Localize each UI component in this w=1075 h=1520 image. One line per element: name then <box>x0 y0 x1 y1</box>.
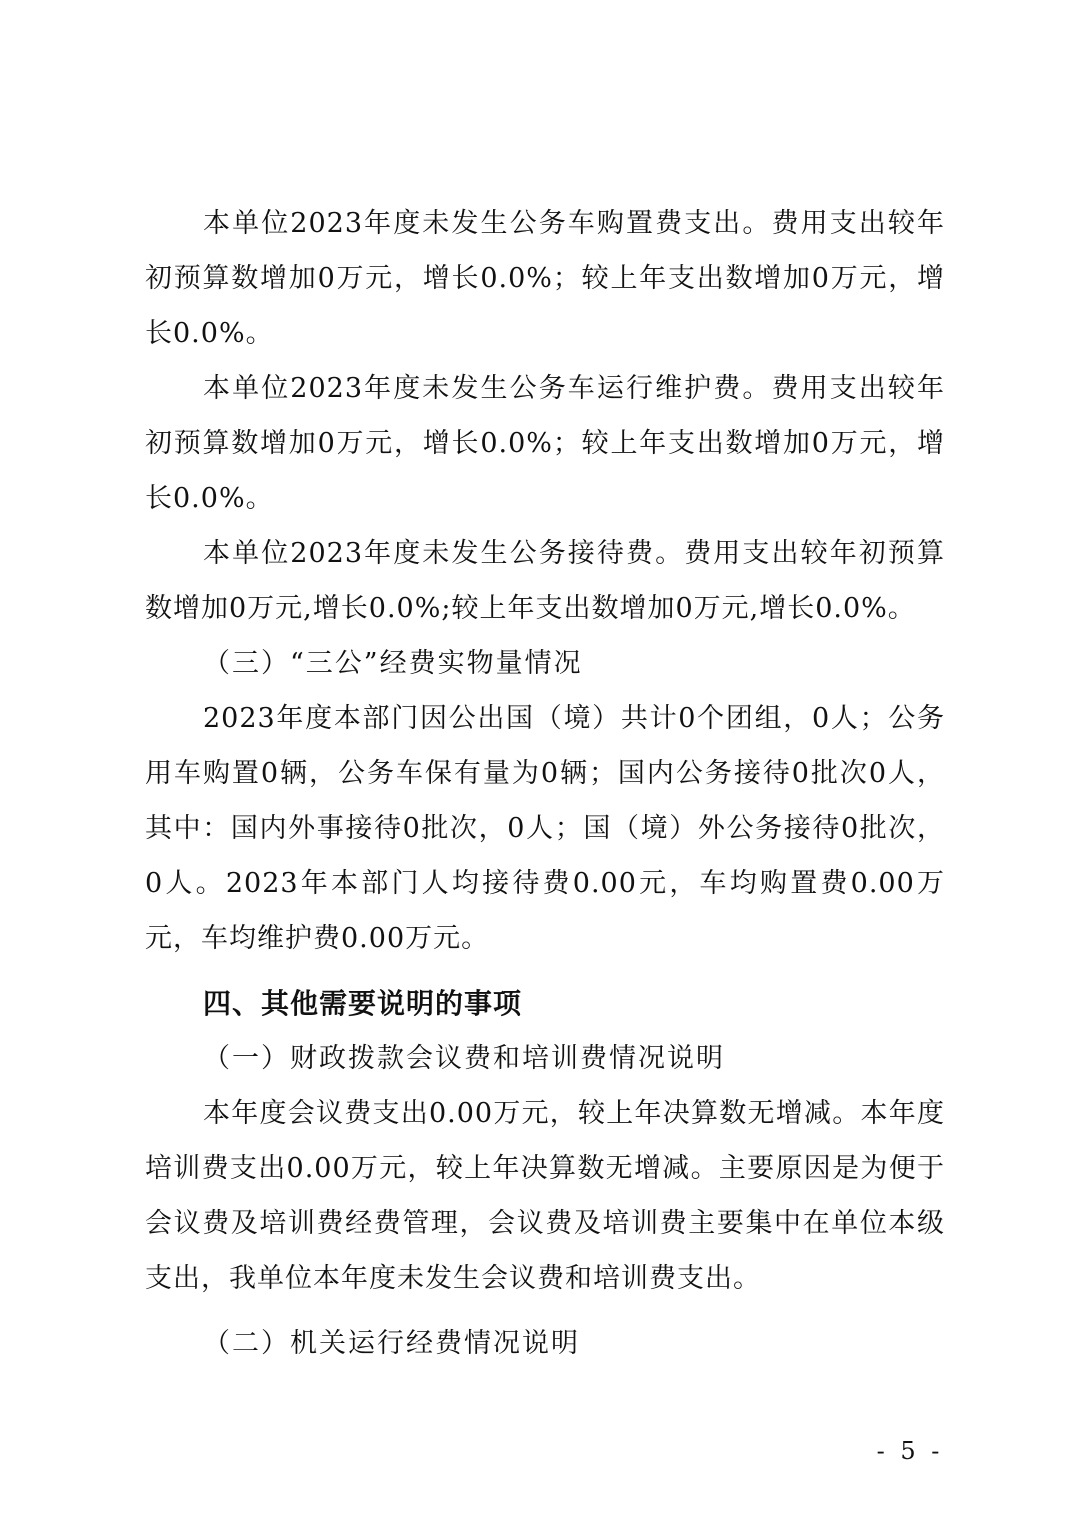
subsection-heading-office-operation: （二）机关运行经费情况说明 <box>203 1328 580 1359</box>
paragraph-official-reception: 本单位2023年度未发生公务接待费。费用支出较年初预算数增加0万元,增长0.0%;较上年支出数增加0万元,增长0.0%。 <box>145 538 945 624</box>
paragraph-vehicle-purchase: 本单位2023年度未发生公务车购置费支出。费用支出较年初预算数增加0万元，增长0.0%；较上年支出数增加0万元，增长0.0%。 <box>145 208 945 349</box>
page-number: - 5 - <box>876 1437 944 1465</box>
spacer <box>145 966 945 976</box>
paragraph-physical-quantity: 2023年度本部门因公出国（境）共计0个团组，0人；公务用车购置0辆，公务车保有量为0辆；国内公务接待0批次0人，其中：国内外事接待0批次，0人；国（境）外公务接待0批次，0人。2023年本部门人均接待费0.00元，车均购置费0.00万元，车均维护费0.00万元。 <box>145 703 945 954</box>
spacer <box>145 1306 945 1316</box>
subsection-heading-meeting-training: （一）财政拨款会议费和培训费情况说明 <box>203 1043 725 1074</box>
section-heading-other-matters: 四、其他需要说明的事项 <box>203 987 523 1020</box>
document-body <box>145 196 945 1371</box>
paragraph-vehicle-maintenance: 本单位2023年度未发生公务车运行维护费。费用支出较年初预算数增加0万元，增长0.0%；较上年支出数增加0万元，增长0.0%。 <box>145 373 945 514</box>
section-heading-three-public-quantity: （三）“三公”经费实物量情况 <box>203 648 583 679</box>
paragraph-meeting-training: 本年度会议费支出0.00万元，较上年决算数无增减。本年度培训费支出0.00万元，较上年决算数无增减。主要原因是为便于会议费及培训费经费管理，会议费及培训费主要集中在单位本级支出，我单位本年度未发生会议费和培训费支出。 <box>145 1098 945 1294</box>
